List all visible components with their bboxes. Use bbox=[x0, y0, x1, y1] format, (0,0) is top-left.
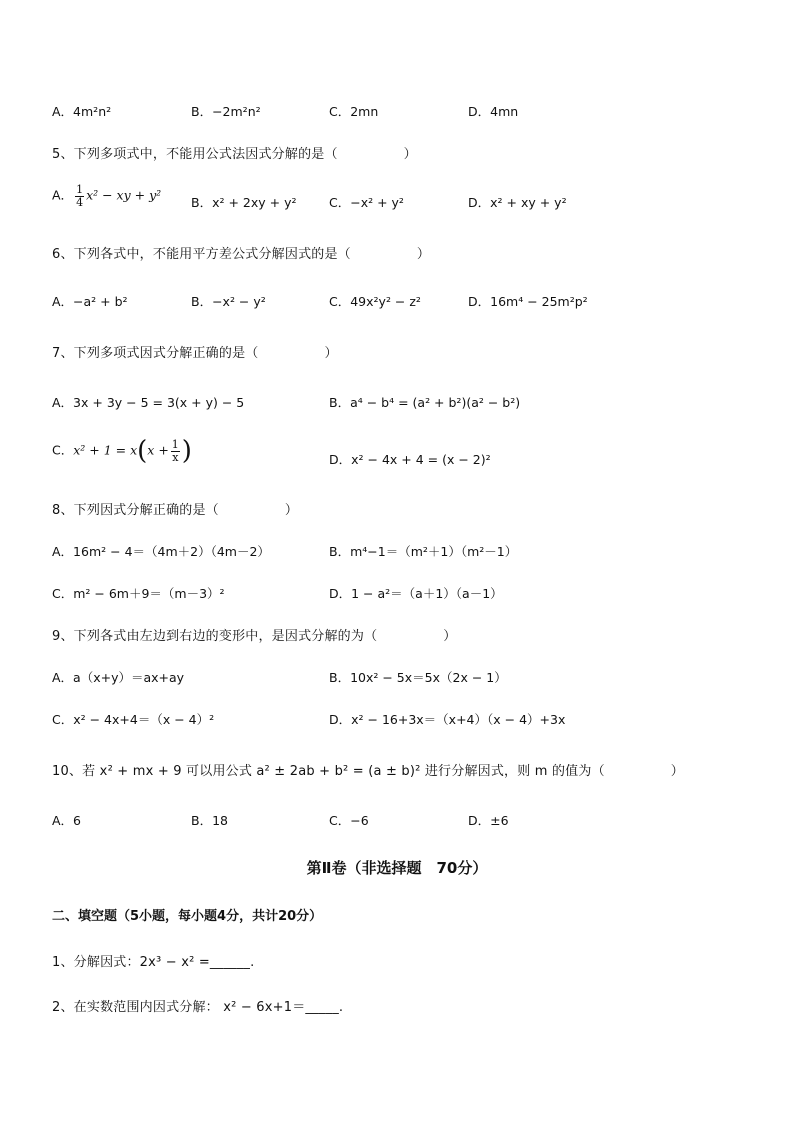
q5-option-a bbox=[52, 184, 161, 208]
q6-option-b: B．−x² − y² bbox=[191, 294, 266, 309]
q5-option-b: B．x² + 2xy + y² bbox=[191, 195, 297, 210]
q7-option-c-fraction bbox=[171, 439, 180, 463]
q5-stem: 5、下列多项式中，不能用公式法因式分解的是（ ） bbox=[52, 147, 417, 162]
q4-option-c: C．2mn bbox=[329, 104, 379, 119]
section-2-title: 第Ⅱ卷（非选择题 70分） bbox=[306, 859, 488, 877]
q5-option-c: C．−x² + y² bbox=[329, 195, 404, 210]
q10-option-a: A．6 bbox=[52, 813, 82, 828]
q7-close-paren: ) bbox=[181, 436, 192, 466]
q4-option-d: D．4mn bbox=[468, 104, 519, 119]
q7-option-d: D．x² − 4x + 4 = (x − 2)² bbox=[329, 452, 491, 467]
q9-option-a: A．a（x+y）＝ax+ay bbox=[52, 670, 185, 685]
q10-stem: 10、若 x² + mx + 9 可以用公式 a² ± 2ab + b² = (a ± b)² 进行分解因式，则 m 的值为（ ） bbox=[52, 764, 684, 779]
q8-option-d: D．1 − a²＝（a＋1）（a－1） bbox=[329, 586, 503, 601]
q8-option-c: C．m² − 6m＋9＝（m－3）² bbox=[52, 586, 225, 601]
q6-option-d: D．16m⁴ − 25m²p² bbox=[468, 294, 588, 309]
q5-option-a-label: A． bbox=[52, 187, 74, 203]
q7-option-c-inner: x + bbox=[147, 442, 169, 458]
q5-option-a-expression: x² − xy + y² bbox=[86, 187, 162, 203]
q5-frac-numerator: 1 bbox=[76, 183, 84, 196]
fill-question-1: 1、分解因式：2x³ − x² =______. bbox=[52, 955, 255, 970]
q7-option-b: B．a⁴ − b⁴ = (a² + b²)(a² − b²) bbox=[329, 395, 521, 410]
q4-option-b: B．−2m²n² bbox=[191, 104, 261, 119]
q8-stem: 8、下列因式分解正确的是（ ） bbox=[52, 503, 299, 518]
q7-option-c-label: C． bbox=[52, 442, 74, 458]
q10-option-d: D．±6 bbox=[468, 813, 509, 828]
q5-frac-denominator: 4 bbox=[76, 195, 84, 209]
fill-in-part-title: 二、填空题（5小题，每小题4分，共计20分） bbox=[52, 909, 323, 924]
q7-option-c-left: x² + 1 = x bbox=[73, 442, 138, 458]
q7-open-paren: ( bbox=[137, 436, 148, 466]
q9-option-b: B．10x² − 5x＝5x（2x − 1） bbox=[329, 670, 507, 685]
q6-option-c: C．49x²y² − z² bbox=[329, 294, 421, 309]
q6-stem: 6、下列各式中，不能用平方差公式分解因式的是（ ） bbox=[52, 247, 431, 262]
q5-option-a-fraction bbox=[75, 184, 84, 208]
q7-frac-denominator: x bbox=[172, 450, 179, 464]
q10-option-c: C．−6 bbox=[329, 813, 369, 828]
q4-option-a: A．4m²n² bbox=[52, 104, 112, 119]
q7-frac-numerator: 1 bbox=[171, 437, 179, 451]
q8-option-a: A．16m² − 4＝（4m＋2）（4m－2） bbox=[52, 544, 270, 559]
q5-option-d: D．x² + xy + y² bbox=[468, 195, 567, 210]
q6-option-a: A．−a² + b² bbox=[52, 294, 128, 309]
fill-question-2: 2、在实数范围内因式分解： x² − 6x+1＝_____. bbox=[52, 1000, 344, 1015]
q9-option-c: C．x² − 4x+4＝（x − 4）² bbox=[52, 712, 215, 727]
q7-option-a: A．3x + 3y − 5 = 3(x + y) − 5 bbox=[52, 395, 245, 410]
q7-stem: 7、下列多项式因式分解正确的是（ ） bbox=[52, 346, 338, 361]
q9-stem: 9、下列各式由左边到右边的变形中，是因式分解的为（ ） bbox=[52, 629, 457, 644]
q8-option-b: B．m⁴−1＝（m²＋1）（m²－1） bbox=[329, 544, 518, 559]
q9-option-d: D．x² − 16+3x＝（x+4）（x − 4）+3x bbox=[329, 712, 566, 727]
q10-option-b: B．18 bbox=[191, 813, 228, 828]
q7-option-c bbox=[52, 436, 192, 466]
